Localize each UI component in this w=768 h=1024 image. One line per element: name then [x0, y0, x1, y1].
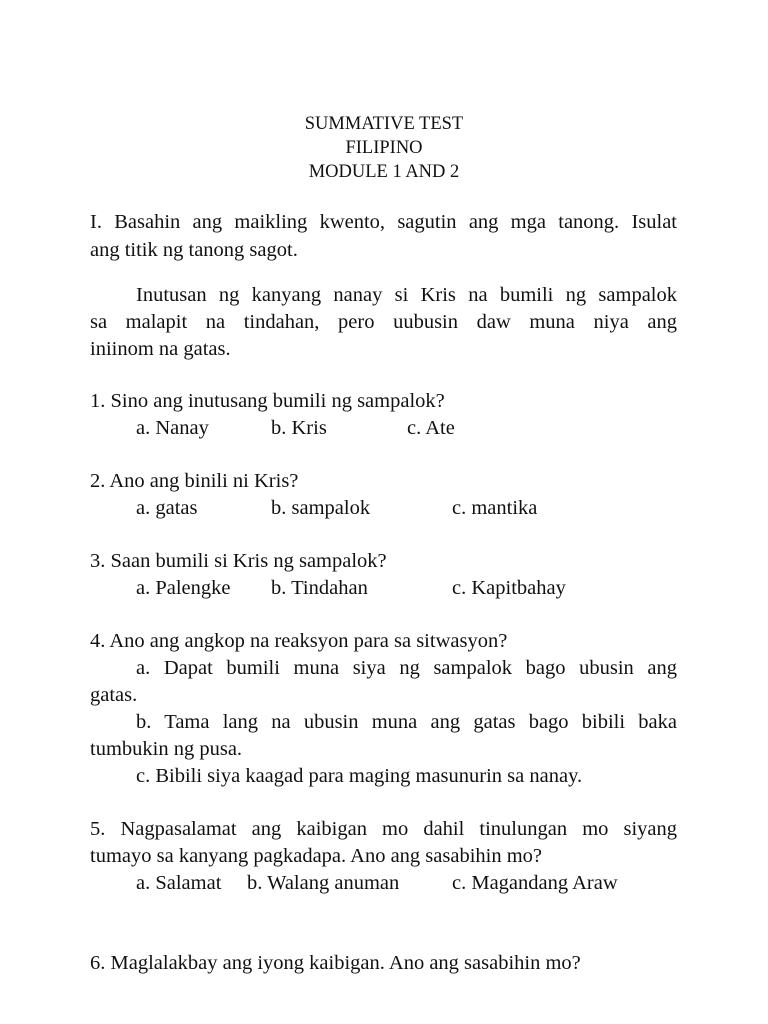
choice-1b: b. Kris: [271, 417, 327, 439]
instructions-line-2: ang titik ng tanong sagot.: [90, 239, 298, 261]
choice-2b: b. sampalok: [271, 497, 371, 519]
choice-5a: a. Salamat: [136, 872, 222, 894]
story-line-1: Inutusan ng kanyang nanay si Kris na bumili ng sampalok: [136, 284, 677, 306]
choice-2c: c. mantika: [452, 497, 538, 519]
header-module: MODULE 1 AND 2: [308, 162, 460, 182]
header-title: SUMMATIVE TEST: [304, 114, 464, 134]
question-4: 4. Ano ang angkop na reaksyon para sa sitwasyon?: [90, 630, 508, 652]
story-line-3: iniinom na gatas.: [90, 338, 231, 360]
instructions-line-1: I. Basahin ang maikling kwento, sagutin ang mga tanong. Isulat: [90, 211, 677, 233]
question-3: 3. Saan bumili si Kris ng sampalok?: [90, 550, 387, 572]
question-6: 6. Maglalakbay ang iyong kaibigan. Ano ang sasabihin mo?: [90, 952, 581, 974]
question-5-line-1: 5. Nagpasalamat ang kaibigan mo dahil tinulungan mo siyang: [90, 818, 677, 840]
test-header: [0, 112, 768, 184]
choice-4b-line-1: b. Tama lang na ubusin muna ang gatas bago bibili baka: [136, 711, 677, 733]
header-subject: FILIPINO: [345, 138, 423, 158]
question-5-line-2: tumayo sa kanyang pagkadapa. Ano ang sasabihin mo?: [90, 845, 543, 867]
choice-4a-line-1: a. Dapat bumili muna siya ng sampalok bago ubusin ang: [136, 657, 677, 679]
story-line-2: sa malapit na tindahan, pero uubusin daw muna niya ang: [90, 311, 677, 333]
choice-3b: b. Tindahan: [271, 577, 368, 599]
choice-3a: a. Palengke: [136, 577, 231, 599]
choice-3c: c. Kapitbahay: [452, 577, 566, 599]
choice-4b-line-2: tumbukin ng pusa.: [90, 738, 243, 760]
choice-1a: a. Nanay: [136, 417, 209, 439]
choice-2a: a. gatas: [136, 497, 198, 519]
choice-5b: b. Walang anuman: [247, 872, 400, 894]
question-2: 2. Ano ang binili ni Kris?: [90, 470, 299, 492]
question-1: 1. Sino ang inutusang bumili ng sampalok?: [90, 390, 445, 412]
choice-4c: c. Bibili siya kaagad para maging masunurin sa nanay.: [136, 765, 583, 787]
choice-5c: c. Magandang Araw: [452, 872, 618, 894]
choice-4a-line-2: gatas.: [90, 684, 138, 706]
choice-1c: c. Ate: [407, 417, 455, 439]
